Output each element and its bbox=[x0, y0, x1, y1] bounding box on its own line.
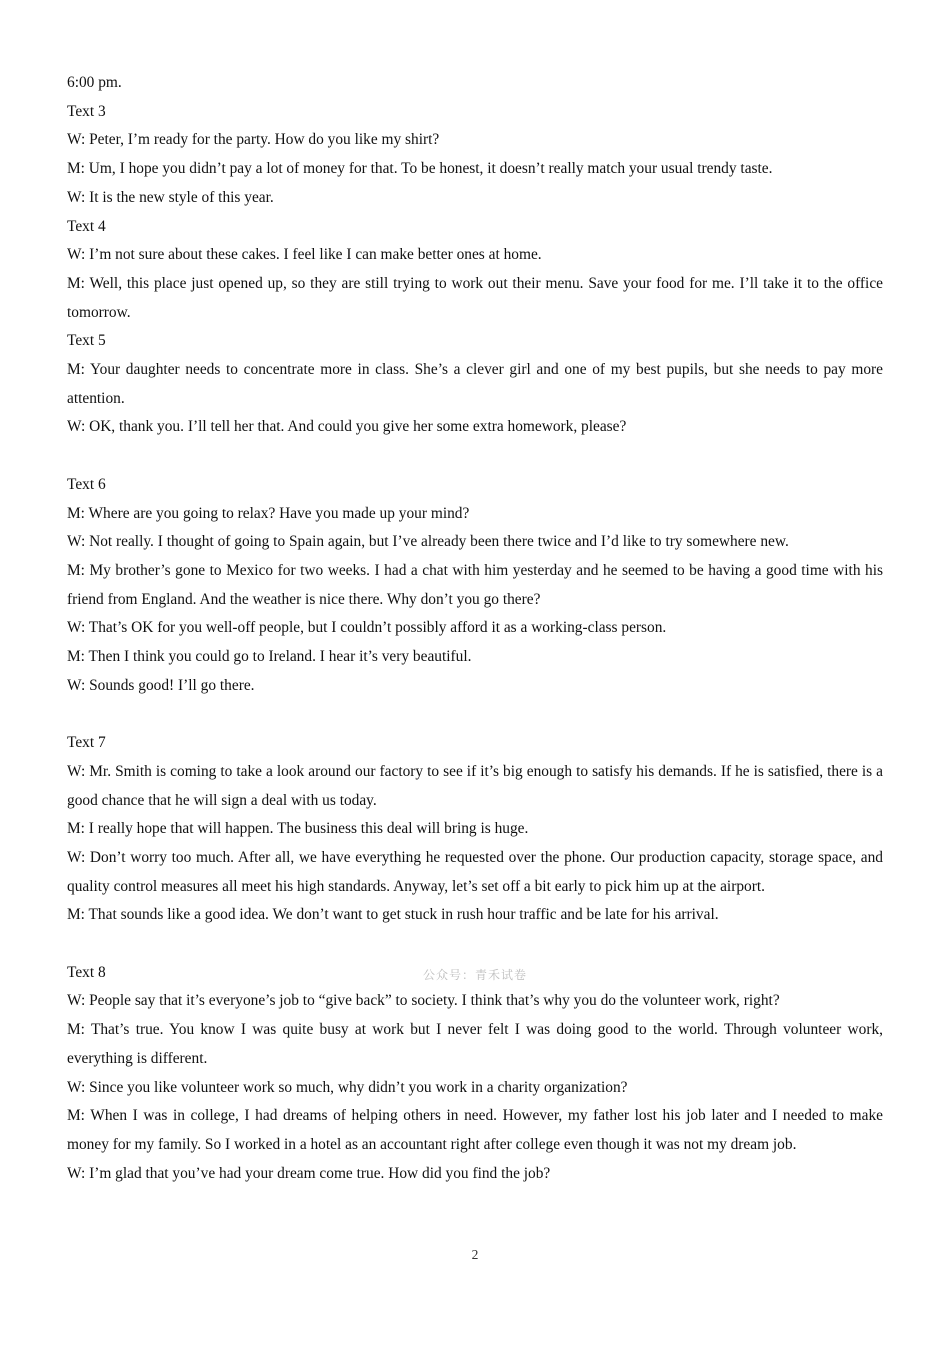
watermark-text: 公众号：青禾试卷 bbox=[422, 968, 527, 982]
dialogue-paragraph: M: My brother’s gone to Mexico for two weeks. I had a chat with him yesterday and he seemed to be having a good time with his friend from England. And the weather is nice there. Why don’t you go there? bbox=[67, 561, 883, 608]
section-heading-text-3: Text 3 bbox=[67, 102, 106, 120]
dialogue-line: W: I’m not sure about these cakes. I feel like I can make better ones at home. bbox=[67, 246, 542, 264]
section-heading-text-8: Text 8 bbox=[67, 963, 106, 981]
dialogue-paragraph: M: That’s true. You know I was quite busy at work but I never felt I was doing good to the world. Through volunteer work, everything is different. bbox=[67, 1021, 883, 1067]
dialogue-line: M: Where are you going to relax? Have you made up your mind? bbox=[67, 504, 470, 522]
section-heading-text-7: Text 7 bbox=[67, 734, 106, 752]
dialogue-line: W: OK, thank you. I’ll tell her that. And could you give her some extra homework, please? bbox=[67, 418, 627, 436]
dialogue-line: M: Then I think you could go to Ireland. I hear it’s very beautiful. bbox=[67, 648, 472, 666]
dialogue-line: W: Not really. I thought of going to Spain again, but I’ve already been there twice and I’d like to try somewhere new. bbox=[67, 533, 789, 551]
dialogue-line: W: Peter, I’m ready for the party. How do you like my shirt? bbox=[67, 131, 440, 149]
dialogue-line: M: I really hope that will happen. The business this deal will bring is huge. bbox=[67, 820, 529, 838]
section-heading-text-4: Text 4 bbox=[67, 217, 106, 235]
transcript-body bbox=[67, 69, 883, 1188]
dialogue-line: M: That sounds like a good idea. We don’t want to get stuck in rush hour traffic and be late for his arrival. bbox=[67, 906, 719, 924]
page-number: 2 bbox=[471, 1247, 479, 1262]
dialogue-line: W: It is the new style of this year. bbox=[67, 188, 274, 206]
dialogue-line: W: Sounds good! I’ll go there. bbox=[67, 676, 255, 694]
dialogue-paragraph: M: When I was in college, I had dreams of helping others in need. However, my father lost his job later and I needed to make money for my family. So I worked in a hotel as an accountant right after college even though it was not my dream job. bbox=[67, 1107, 883, 1153]
section-heading-text-6: Text 6 bbox=[67, 475, 106, 493]
spacer bbox=[67, 930, 883, 959]
dialogue-paragraph: M: Well, this place just opened up, so they are still trying to work out their menu. Save your food for me. I’ll take it to the office tomorrow. bbox=[67, 274, 883, 321]
dialogue-line: W: I’m glad that you’ve had your dream come true. How did you find the job? bbox=[67, 1164, 551, 1182]
dialogue-paragraph: W: Don’t worry too much. After all, we have everything he requested over the phone. Our production capacity, storage space, and quality control measures all meet his high standards. Anyway, let’s set off a bit early to pick him up at the airport. bbox=[67, 848, 883, 895]
spacer bbox=[67, 442, 883, 471]
dialogue-paragraph: W: Mr. Smith is coming to take a look around our factory to see if it’s big enough to satisfy his demands. If he is satisfied, there is a good chance that he will sign a deal with us today. bbox=[67, 762, 883, 809]
time-line: 6:00 pm. bbox=[67, 74, 122, 91]
dialogue-line: W: That’s OK for you well-off people, but I couldn’t possibly afford it as a working-class person. bbox=[67, 619, 667, 637]
section-heading-text-5: Text 5 bbox=[67, 332, 106, 350]
dialogue-line: W: People say that it’s everyone’s job to “give back” to society. I think that’s why you do the volunteer work, right? bbox=[67, 992, 780, 1010]
dialogue-paragraph: M: Your daughter needs to concentrate more in class. She’s a clever girl and one of my best pupils, but she needs to pay more attention. bbox=[67, 361, 883, 407]
spacer bbox=[67, 700, 883, 729]
dialogue-line: M: Um, I hope you didn’t pay a lot of money for that. To be honest, it doesn’t really match your usual trendy taste. bbox=[67, 160, 773, 178]
dialogue-line: W: Since you like volunteer work so much, why didn’t you work in a charity organization? bbox=[67, 1078, 628, 1096]
